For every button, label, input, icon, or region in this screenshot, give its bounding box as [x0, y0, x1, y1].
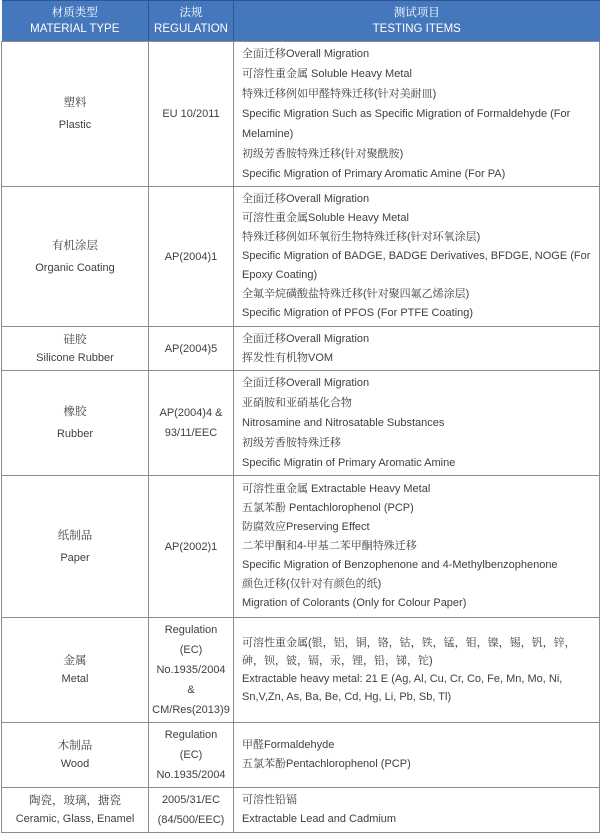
regulation-cell: AP(2004)5 [149, 327, 234, 371]
material-name-en: Plastic [58, 119, 92, 131]
material-name-en: Rubber [56, 428, 94, 440]
material-name-zh: 木制品 [57, 740, 93, 752]
material-cell [2, 371, 149, 476]
testing-items-cell [234, 42, 600, 187]
material-name-zh: 纸制品 [57, 529, 93, 542]
testing-item: Specific Migration of Benzophenone and 4-Methylbenzophenone [242, 559, 558, 571]
table-row-organic-coating [2, 187, 600, 327]
material-name-zh: 橡胶 [63, 406, 87, 418]
material-name-zh: 硅胶 [63, 333, 87, 346]
testing-item: Specific Migration of BADGE, BADGE Derivatives, BFDGE, NOGE (For Epoxy Coating) [242, 250, 591, 281]
material-name-en: Paper [60, 551, 90, 564]
header-material-zh: 材质类型 [51, 7, 98, 19]
regulation-cell: AP(2004)1 [149, 187, 234, 327]
testing-item: 可溶性铅镉 [242, 794, 297, 806]
table-header [2, 1, 600, 42]
testing-item: 特殊迁移例如环氧衍生物特殊迁移(针对环氧涂层) [242, 231, 481, 243]
testing-item: 五氯苯酚Pentachlorophenol (PCP) [242, 758, 411, 770]
header-material-type [2, 1, 149, 42]
table-row-rubber [2, 371, 600, 476]
table-row-plastic [2, 42, 600, 187]
testing-item: Specific Migration of Primary Aromatic Amine (For PA) [242, 168, 506, 180]
table-row-silicone-rubber [2, 327, 600, 371]
table-row-metal [2, 618, 600, 723]
table-body [2, 42, 600, 833]
testing-item: 二苯甲酮和4-甲基二苯甲酮特殊迁移 [242, 540, 417, 552]
table-row-wood [2, 723, 600, 788]
testing-item: 全面迁移Overall Migration [242, 193, 370, 205]
material-name-zh: 有机涂层 [52, 239, 98, 252]
material-name-en: Ceramic, Glass, Enamel [15, 813, 135, 825]
testing-item: 特殊迁移例如甲醛特殊迁移(针对美耐皿) [242, 88, 437, 100]
testing-item: 可溶性重金属 Soluble Heavy Metal [242, 68, 412, 80]
testing-item: Extractable Lead and Cadmium [242, 813, 397, 825]
testing-item: Extractable heavy metal: 21 E (Ag, Al, Cu, Cr, Co, Fe, Mn, Mo, Ni, Sn,V,Zn, As, Ba, Be, Cd, Hg, Li, Pb, Sb, Tl) [242, 673, 563, 703]
testing-item: 亚硝胺和亚硝基化合物 [242, 397, 352, 409]
testing-items-cell [234, 327, 600, 371]
header-testing-zh: 测试项目 [393, 7, 440, 19]
testing-item: 全面迁移Overall Migration [242, 377, 370, 389]
testing-item: 全面迁移Overall Migration [242, 48, 370, 60]
testing-item: 全面迁移Overall Migration [242, 332, 370, 345]
material-name-zh: 金属 [63, 655, 87, 667]
header-testing-en: TESTING ITEMS [372, 23, 461, 35]
header-regulation-zh: 法规 [179, 7, 203, 19]
testing-item: Migration of Colorants (Only for Colour Paper) [242, 597, 467, 609]
regulation-cell: Regulation (EC) No.1935/2004 & CM/Res(2013)9 [149, 618, 234, 723]
material-cell [2, 42, 149, 187]
material-name-en: Metal [61, 673, 89, 685]
table-row-ceramic-glass-enamel [2, 788, 600, 833]
testing-item: Nitrosamine and Nitrosatable Substances [242, 417, 445, 429]
regulation-cell: EU 10/2011 [149, 42, 234, 187]
header-material-en: MATERIAL TYPE [30, 23, 120, 35]
testing-item: 全氟辛烷磺酸盐特殊迁移(针对聚四氟乙烯涂层) [242, 288, 470, 300]
header-testing-items [234, 1, 600, 42]
testing-item: 防腐效应Preserving Effect [242, 521, 370, 533]
testing-item: Specific Migration Such as Specific Migration of Formaldehyde (For Melamine) [242, 108, 571, 140]
regulation-cell: AP(2004)4 & 93/11/EEC [149, 371, 234, 476]
material-cell [2, 618, 149, 723]
testing-item: 初级芳香胺特殊迁移(针对聚酰胺) [242, 148, 404, 160]
testing-items-cell [234, 476, 600, 618]
material-name-en: Wood [60, 758, 90, 770]
testing-item: 五氯苯酚 Pentachlorophenol (PCP) [242, 502, 414, 514]
material-cell [2, 788, 149, 833]
testing-items-cell [234, 187, 600, 327]
material-testing-table [1, 0, 600, 833]
regulation-cell: AP(2002)1 [149, 476, 234, 618]
testing-item: 颜色迁移(仅针对有颜色的纸) [242, 578, 382, 590]
material-name-en: Organic Coating [35, 261, 115, 274]
material-name-zh: 塑料 [63, 97, 87, 109]
material-cell [2, 187, 149, 327]
material-cell [2, 476, 149, 618]
testing-items-cell [234, 618, 600, 723]
material-cell [2, 723, 149, 788]
testing-item: 可溶性重金属Soluble Heavy Metal [242, 212, 409, 224]
testing-item: 挥发性有机物VOM [242, 351, 334, 364]
material-name-en: Silicone Rubber [36, 351, 114, 364]
testing-item: 可溶性重金属 Extractable Heavy Metal [242, 483, 431, 495]
header-regulation [149, 1, 234, 42]
testing-item: Specific Migration of PFOS (For PTFE Coating) [242, 307, 474, 319]
testing-items-cell [234, 371, 600, 476]
testing-item: 初级芳香胺特殊迁移 [242, 437, 341, 449]
regulation-cell: Regulation (EC) No.1935/2004 [149, 723, 234, 788]
testing-item: Specific Migratin of Primary Aromatic Amine [242, 457, 456, 469]
material-name-zh: 陶瓷，玻璃，搪瓷 [29, 795, 121, 807]
material-cell [2, 327, 149, 371]
table-row-paper [2, 476, 600, 618]
testing-item: 可溶性重金属(银，铝，铜，铬，钴，铁，锰，钼，镍，锡，钒，锌，砷，钡，铍，镉，汞，锂，铅，锑，铊) [242, 637, 576, 667]
regulation-cell: 2005/31/EC (84/500/EEC) [149, 788, 234, 833]
testing-items-cell [234, 788, 600, 833]
testing-item: 甲醛Formaldehyde [242, 739, 335, 751]
testing-items-cell [234, 723, 600, 788]
header-regulation-en: REGULATION [154, 23, 228, 35]
